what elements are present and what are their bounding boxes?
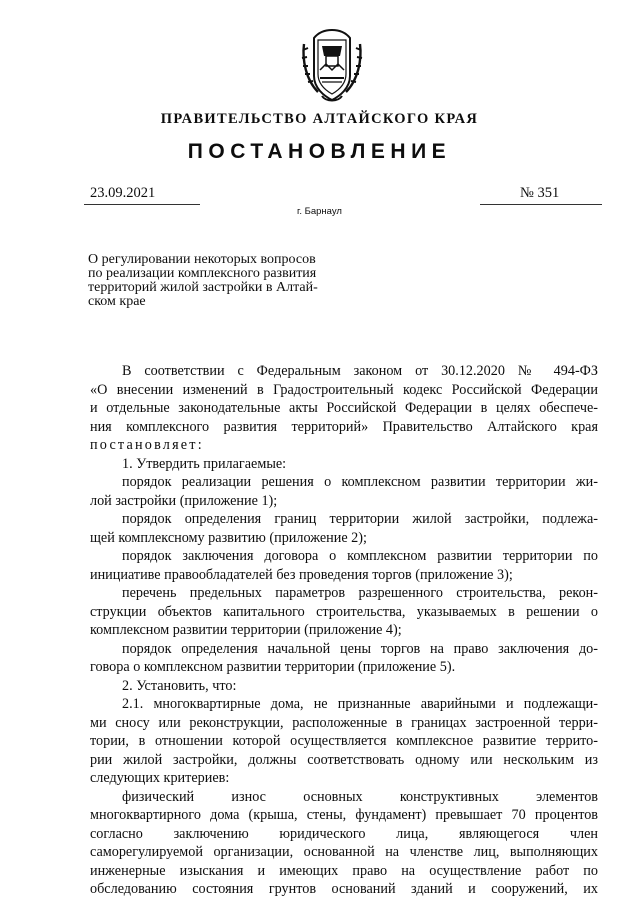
body-line: 2. Установить, что: <box>122 677 237 694</box>
document-city: г. Барнаул <box>297 206 342 217</box>
body-line: порядок реализации решения о комплексном развитии территории жи- <box>122 474 598 490</box>
document-type-title: ПОСТАНОВЛЕНИЕ <box>187 140 452 163</box>
body-line: многоквартирного дома (крыша, стены, фундамент) превышает 70 процентов <box>90 807 598 823</box>
document-subject <box>88 253 318 309</box>
document-number: № 351 <box>520 185 560 201</box>
body-line: порядок заключения договора о комплексном развитии территории по <box>122 548 598 564</box>
body-line: ми сносу или реконструкции, расположенные в границах застроенной терри- <box>90 714 598 731</box>
body-line: 2.1. многоквартирные дома, не признанные аварийными и подлежащи- <box>122 696 598 712</box>
body-line: 1. Утвердить прилагаемые: <box>122 455 287 472</box>
subject-line: О регулировании некоторых вопросов <box>88 252 316 267</box>
document-body <box>90 362 598 899</box>
body-line: щей комплексному развитию (приложение 2); <box>90 529 367 546</box>
body-line: «О внесении изменений в Градостроительный кодекс Российской Федерации <box>90 381 598 398</box>
body-line: инженерные изыскания и имеющих право на осуществление работ по <box>90 862 598 879</box>
body-line: струкции объектов капитального строительства, указываемых в решении о <box>90 603 598 620</box>
body-line: постановляет: <box>90 437 204 453</box>
subject-line: территорий жилой застройки в Алтай- <box>88 280 318 295</box>
coat-of-arms-icon <box>296 26 368 104</box>
body-line: лой застройки (приложение 1); <box>90 492 278 509</box>
body-line: перечень предельных параметров разрешенного строительства, рекон- <box>122 585 598 601</box>
document-date: 23.09.2021 <box>90 185 156 201</box>
date-underline <box>84 204 200 205</box>
number-underline <box>480 204 602 205</box>
body-line: В соответствии с Федеральным законом от 30.12.2020 № 494-ФЗ <box>122 363 598 379</box>
body-line: порядок определения начальной цены торгов на право заключения до- <box>122 640 598 657</box>
organization-name: ПРАВИТЕЛЬСТВО АЛТАЙСКОГО КРАЯ <box>160 111 479 127</box>
body-line: и отдельные законодательные акты Российской Федерации в целях обеспече- <box>90 400 598 416</box>
body-line: ния комплексного развития территорий» Правительство Алтайского края <box>90 418 598 435</box>
body-line: говора о комплексном развитии территории (приложение 5). <box>90 659 456 675</box>
body-line: порядок определения границ территории жилой застройки, подлежа- <box>122 511 598 527</box>
body-line: комплексном развитии территории (приложение 4); <box>90 622 402 638</box>
subject-line: по реализации комплексного развития <box>88 266 317 281</box>
body-line: инициативе правообладателей без проведения торгов (приложение 3); <box>90 566 513 583</box>
body-line: согласно заключению юридического лица, являющегося член <box>90 825 598 842</box>
body-line: физический износ основных конструктивных элементов <box>122 788 598 805</box>
body-line: саморегулируемой организации, основанной на членстве лиц, выполняющих <box>90 844 598 860</box>
body-line: обследованию состояния грунтов оснований зданий и сооружений, их <box>90 881 598 897</box>
body-line: следующих критериев: <box>90 770 230 786</box>
body-line: тории, в отношении которой осуществляется комплексное развитие террито- <box>90 733 598 749</box>
subject-line: ском крае <box>88 294 146 309</box>
body-line: рии жилой застройки, должны соответствовать одному или нескольким из <box>90 751 598 768</box>
